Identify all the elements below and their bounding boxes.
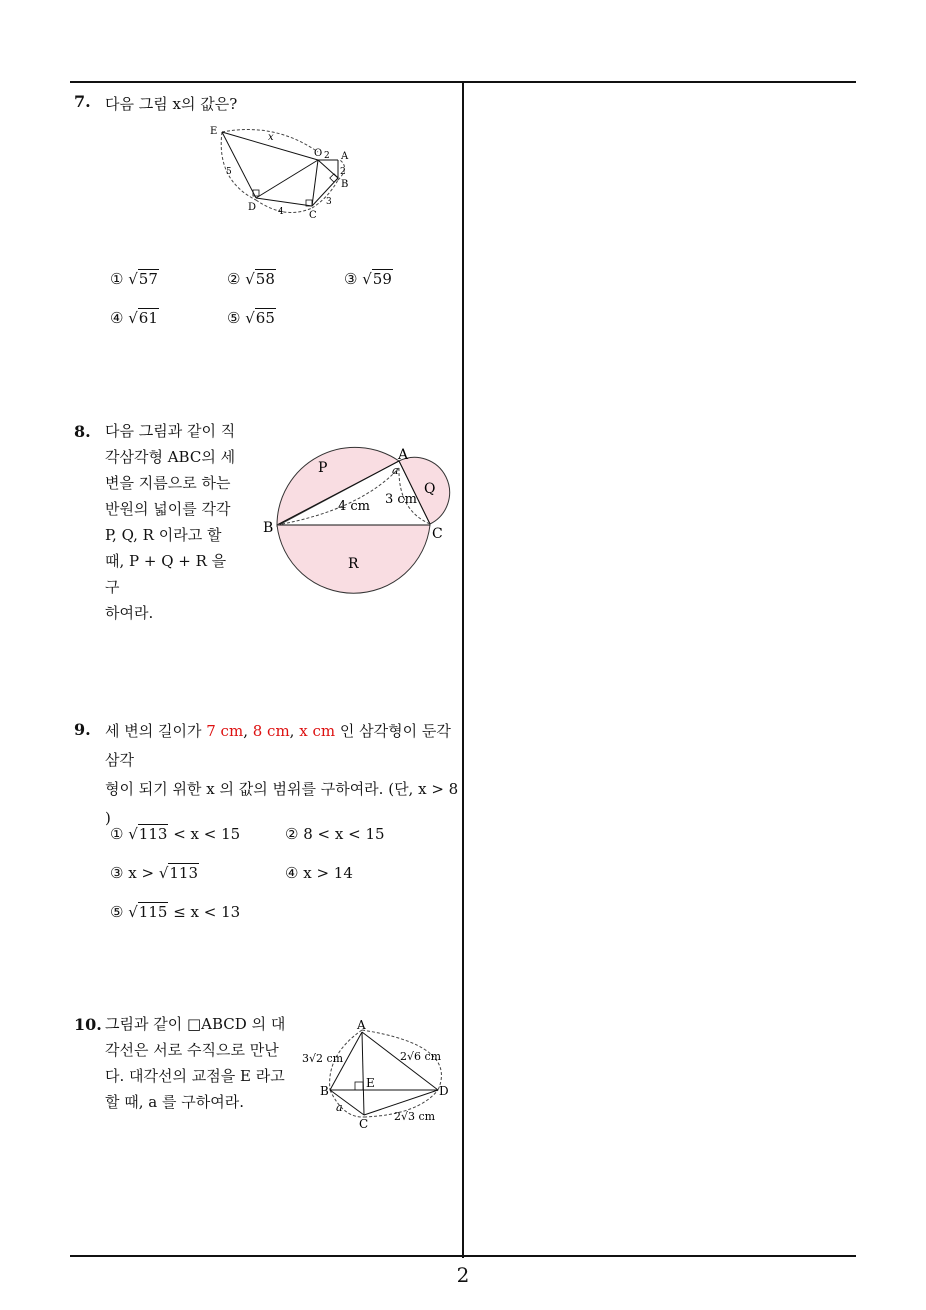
label-E: E [210, 126, 218, 137]
choice-4[interactable]: ④ √61 [110, 309, 158, 327]
label-B: B [263, 520, 274, 536]
choice-4[interactable]: ④ x > 14 [285, 864, 353, 882]
label-O: O [314, 148, 323, 159]
label-A: A [398, 447, 409, 463]
question-text: 세 변의 길이가 7 cm, 8 cm, x cm 인 삼각형이 둔각삼각 형이 되기 위한 x 의 값의 범위를 구하여라. (단, x > 8 ) [105, 722, 459, 827]
label-x: x [268, 132, 274, 143]
label-A: A [357, 1018, 366, 1032]
problem-number: 8. [74, 422, 91, 441]
label-C: C [432, 526, 443, 542]
label-alpha: a [392, 464, 399, 477]
problem-number: 10. [74, 1015, 102, 1034]
label-cd: 4 [278, 207, 284, 217]
label-B: B [341, 179, 349, 190]
column-divider [462, 82, 464, 1258]
choice-2[interactable]: ② √58 [227, 270, 275, 288]
label-ab-length: 3√2 cm [302, 1052, 344, 1065]
figure-8 [260, 420, 460, 610]
choice-5[interactable]: ⑤ √115 ≤ x < 13 [110, 903, 241, 921]
label-ac-length: 3 cm [385, 492, 418, 507]
choice-5[interactable]: ⑤ √65 [227, 309, 275, 327]
label-ab-length: 4 cm [338, 499, 371, 514]
label-ad-length: 2√6 cm [400, 1050, 442, 1063]
label-E: E [366, 1076, 375, 1090]
choice-1[interactable]: ① √57 [110, 270, 158, 288]
page-number: 2 [456, 1263, 470, 1287]
figure-10 [298, 1015, 458, 1135]
choice-3[interactable]: ③ x > √113 [110, 864, 199, 882]
question-text: 다음 그림과 같이 직 각삼각형 ABC의 세 변을 지름으로 하는 반원의 넓이를 각각 P, Q, R 이라고 할 때, P + Q + R 을 구 하여라. [105, 422, 236, 622]
figure-7 [200, 120, 370, 225]
label-B: B [320, 1084, 329, 1098]
label-Q: Q [424, 481, 436, 497]
label-D: D [248, 202, 257, 213]
label-P: P [318, 460, 328, 476]
label-ed: 5 [226, 167, 232, 177]
choice-3[interactable]: ③ √59 [344, 270, 392, 288]
question-text: 다음 그림 x의 값은? [105, 95, 238, 113]
bottom-rule [70, 1255, 856, 1257]
label-C: C [309, 210, 317, 221]
choice-2[interactable]: ② 8 < x < 15 [285, 825, 385, 843]
label-R: R [348, 556, 359, 572]
label-oa: 2 [324, 151, 330, 161]
problem-number: 9. [74, 720, 91, 739]
label-cd-length: 2√3 cm [394, 1110, 436, 1123]
label-C: C [359, 1117, 369, 1131]
label-ab: 2 [340, 167, 346, 177]
label-A: A [341, 151, 349, 162]
label-a: a [336, 1101, 343, 1114]
problem-number: 7. [74, 92, 91, 111]
choice-1[interactable]: ① √113 < x < 15 [110, 825, 241, 843]
label-bc: 3 [326, 197, 332, 207]
label-D: D [439, 1084, 449, 1098]
question-text: 그림과 같이 □ABCD 의 대 각선은 서로 수직으로 만난 다. 대각선의 교점을 E 라고 할 때, a 를 구하여라. [105, 1015, 286, 1111]
